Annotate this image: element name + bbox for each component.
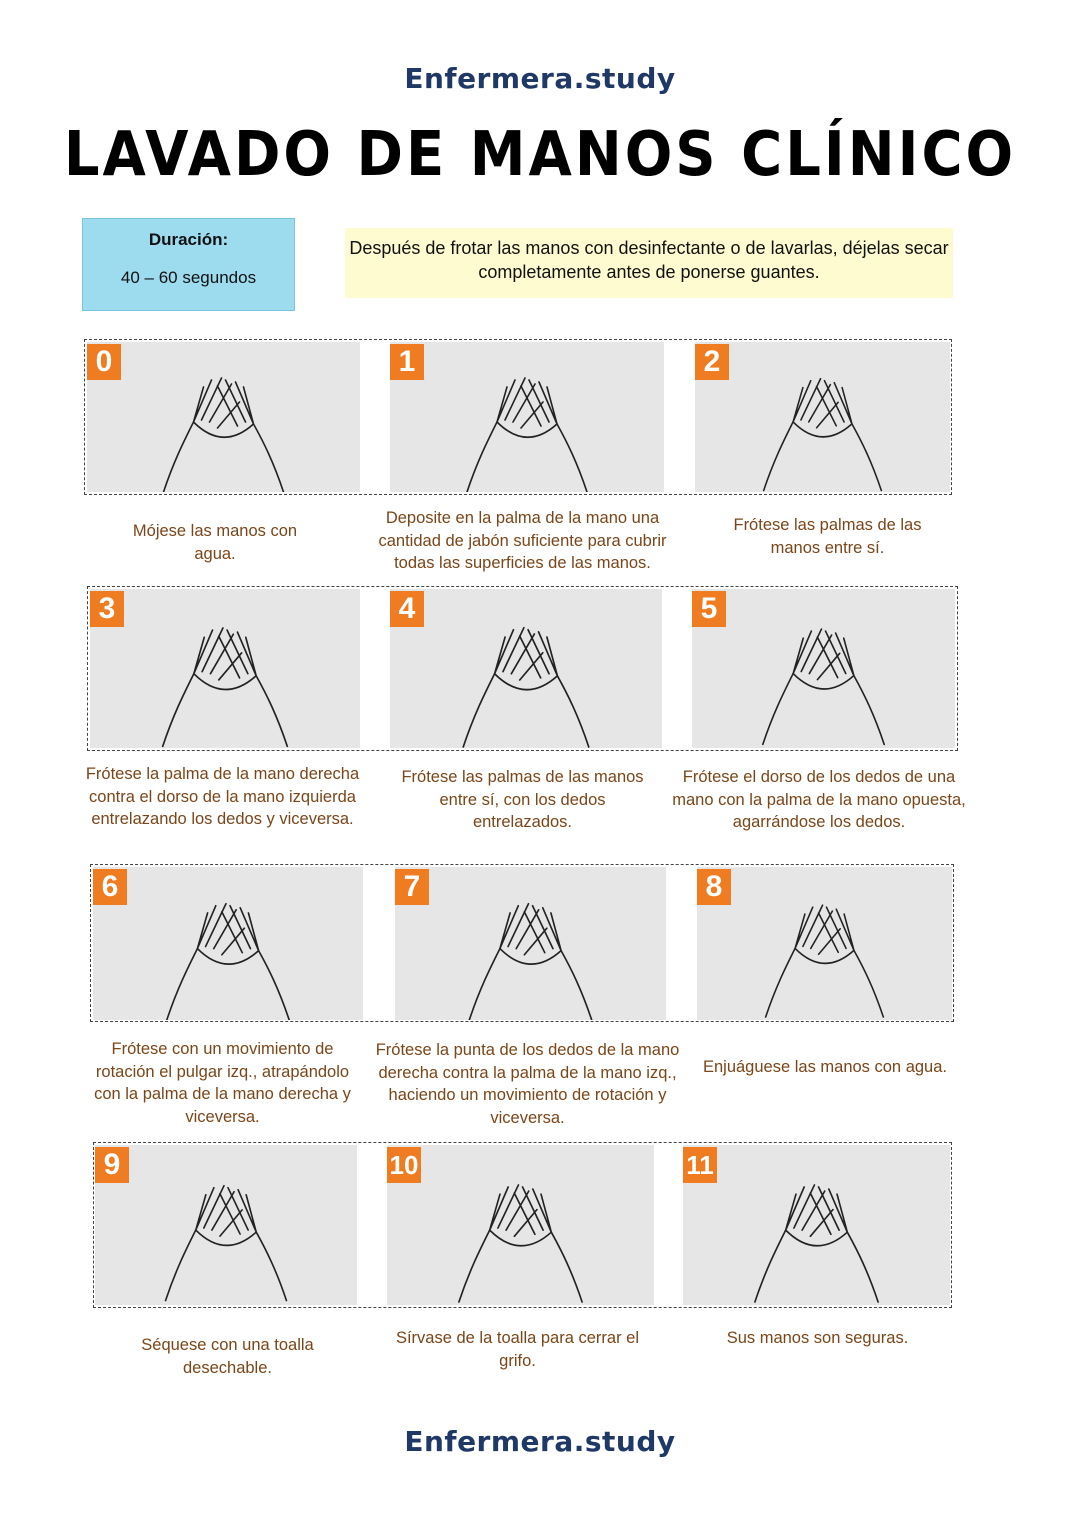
step-caption: Frótese la palma de la mano derecha contra el dorso de la mano izquierda entrelazando los dedos y viceversa. [85, 765, 360, 828]
step-illustration-6 [93, 867, 363, 1020]
step-caption: Mójese las manos con agua. [132, 522, 298, 563]
hand-illustration-icon [695, 342, 950, 492]
hand-illustration-icon [697, 867, 952, 1020]
step-number-badge: 7 [395, 869, 429, 905]
hand-illustration-icon [395, 867, 666, 1020]
hand-illustration-icon [387, 1145, 654, 1305]
step-caption: Frótese con un movimiento de rotación el pulgar izq., atrapándolo con la palma de la mano derecha y viceversa. [94, 1040, 351, 1126]
step-illustration-1 [390, 342, 664, 492]
step-caption: Frótese la punta de los dedos de la mano derecha contra la palma de la mano izq., haciendo un movimiento de rotación y viceversa. [375, 1041, 680, 1127]
hand-illustration-icon [90, 589, 360, 748]
hand-illustration-icon [93, 867, 363, 1020]
step-number-badge: 11 [683, 1147, 717, 1183]
step-number-badge: 9 [95, 1147, 129, 1183]
note-box: Después de frotar las manos con desinfectante o de lavarlas, déjelas secar completamente antes de ponerse guantes. [345, 228, 953, 298]
duration-label: Duración: [148, 230, 229, 249]
step-caption: Frótese el dorso de los dedos de una mano con la palma de la mano opuesta, agarrándose los dedos. [672, 768, 966, 831]
step-number-badge: 8 [697, 869, 731, 905]
duration-value: 40 – 60 segundos [120, 268, 257, 287]
step-caption: Frótese las palmas de las manos entre sí, con los dedos entrelazados. [401, 768, 644, 831]
hand-illustration-icon [683, 1145, 950, 1305]
step-illustration-8 [697, 867, 952, 1020]
step-caption: Enjuáguese las manos con agua. [702, 1058, 947, 1076]
brand-logo-bottom: Enfermera.study [404, 1425, 676, 1458]
step-illustration-4 [390, 589, 662, 748]
step-caption: Deposite en la palma de la mano una cantidad de jabón suficiente para cubrir todas las superficies de las manos. [378, 509, 667, 572]
step-number-badge: 3 [90, 591, 124, 627]
step-illustration-7 [395, 867, 666, 1020]
step-number-badge: 4 [390, 591, 424, 627]
step-caption: Sírvase de la toalla para cerrar el grifo. [395, 1329, 640, 1370]
step-number-badge: 0 [87, 344, 121, 380]
step-number-badge: 10 [387, 1147, 421, 1183]
step-illustration-3 [90, 589, 360, 748]
hand-illustration-icon [692, 589, 955, 748]
hand-illustration-icon [390, 342, 664, 492]
step-caption: Sus manos son seguras. [726, 1329, 909, 1347]
step-number-badge: 6 [93, 869, 127, 905]
step-caption: Séquese con una toalla desechable. [141, 1336, 314, 1377]
duration-box [82, 218, 295, 311]
step-illustration-0 [87, 342, 360, 492]
page-title: LAVADO DE MANOS CLÍNICO [63, 118, 1017, 191]
step-caption: Frótese las palmas de las manos entre sí. [733, 516, 922, 557]
step-illustration-5 [692, 589, 955, 748]
step-illustration-2 [695, 342, 950, 492]
step-illustration-9 [95, 1145, 357, 1305]
step-number-badge: 1 [390, 344, 424, 380]
hand-illustration-icon [87, 342, 360, 492]
step-illustration-11 [683, 1145, 950, 1305]
step-number-badge: 5 [692, 591, 726, 627]
hand-illustration-icon [390, 589, 662, 748]
step-number-badge: 2 [695, 344, 729, 380]
brand-logo-top: Enfermera.study [404, 62, 676, 95]
step-illustration-10 [387, 1145, 654, 1305]
hand-illustration-icon [95, 1145, 357, 1305]
